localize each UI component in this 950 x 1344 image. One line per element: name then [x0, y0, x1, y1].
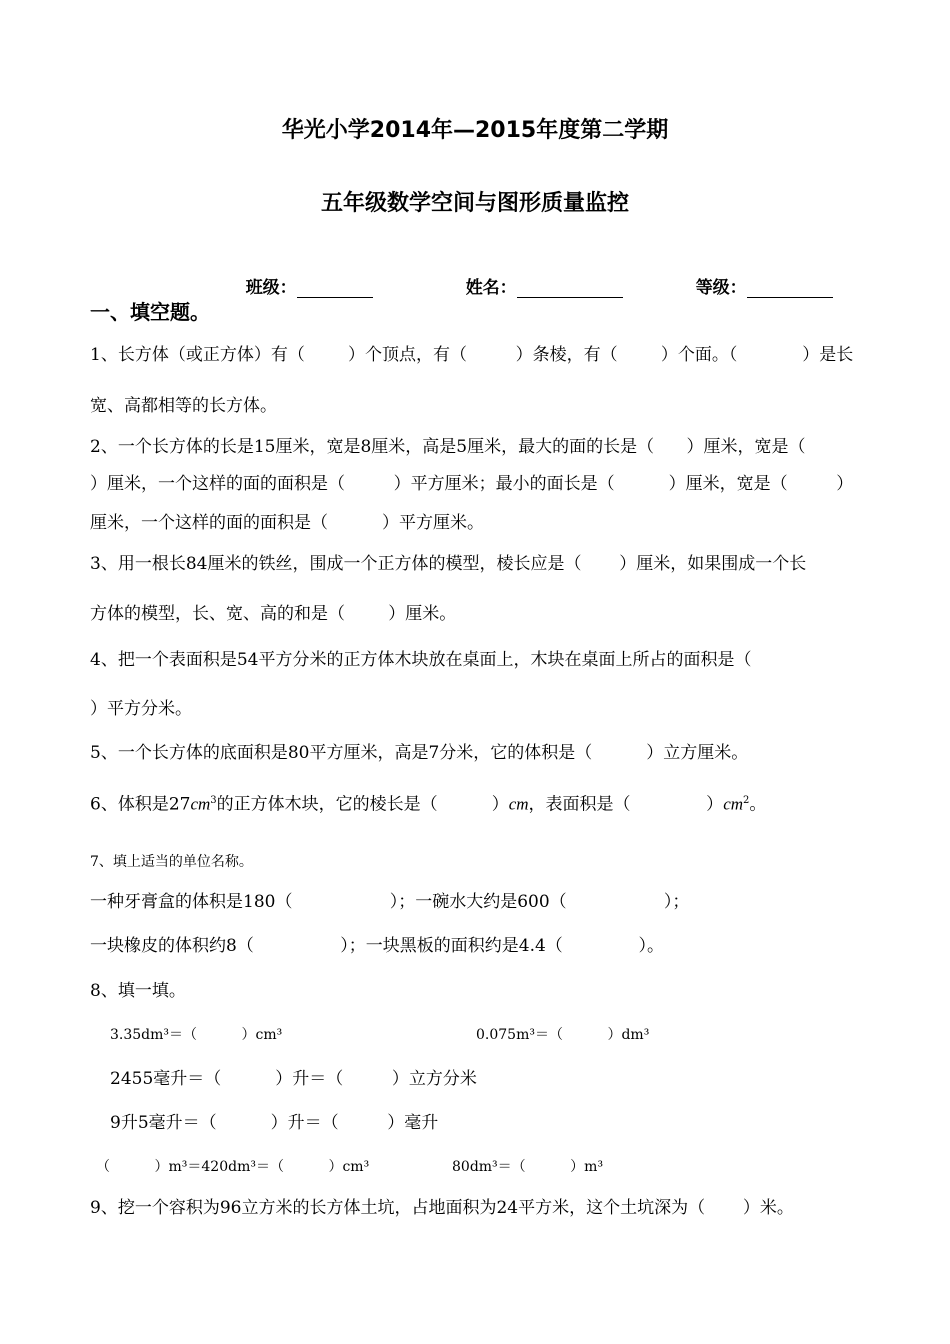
q4-line1: 4、把一个表面积是54平方分米的正方体木块放在桌面上，木块在桌面上所占的面积是（: [90, 650, 752, 670]
q6-unit1-exp: 3: [210, 795, 217, 806]
class-blank[interactable]: [297, 280, 373, 298]
q6-line: [90, 790, 766, 816]
name-blank[interactable]: [517, 280, 623, 298]
q7-line2: 一块橡皮的体积约8（ ）；一块黑板的面积约是4.4（ ）。: [90, 936, 664, 956]
q8-row2: 2455毫升＝（ ）升＝（ ）立方分米: [110, 1069, 477, 1089]
q8-row3: 9升5毫升＝（ ）升＝（ ）毫升: [110, 1113, 439, 1133]
q4-line2: ）平方分米。: [90, 699, 192, 719]
q6-unit1: cm: [190, 794, 211, 814]
q1-line2: 宽、高都相等的长方体。: [90, 396, 277, 416]
q7-heading: 7、填上适当的单位名称。: [90, 854, 253, 870]
q6-unit3-exp: 2: [743, 795, 750, 806]
q9-line1: 9、挖一个容积为96立方米的长方体土坑，占地面积为24平方米，这个土坑深为（ ）米。: [90, 1198, 794, 1218]
q8-row1-left: 3.35dm³＝（ ）cm³: [110, 1027, 283, 1043]
q7-line1: 一种牙膏盒的体积是180（ ）；一碗水大约是600（ ）；: [90, 892, 690, 912]
exam-title: 华光小学2014年—2015年度第二学期: [281, 118, 669, 143]
q3-line2: 方体的模型，长、宽、高的和是（ ）厘米。: [90, 604, 457, 624]
q6-prefix: 6、体积是27: [90, 794, 191, 815]
grade-blank[interactable]: [747, 280, 833, 298]
q1-line1: 1、长方体（或正方体）有（ ）个顶点，有（ ）条棱，有（ ）个面。（ ）是长: [90, 345, 854, 365]
q8-row4-right: 80dm³＝（ ）m³: [452, 1159, 604, 1175]
q8-row4-left: （ ）m³＝420dm³＝（ ）cm³: [96, 1159, 370, 1175]
q5-line1: 5、一个长方体的底面积是80平方厘米，高是7分米，它的体积是（ ）立方厘米。: [90, 743, 749, 763]
name-label: 姓名：: [465, 278, 517, 298]
q6-unit2: cm: [508, 794, 529, 814]
q3-line1: 3、用一根长84厘米的铁丝，围成一个正方体的模型，棱长应是（ ）厘米，如果围成一个长: [90, 554, 807, 574]
q2-line3: 厘米，一个这样的面的面积是（ ）平方厘米。: [90, 513, 485, 533]
q6-middle2: ，表面积是（ ）: [528, 794, 724, 815]
q6-suffix: 。: [749, 794, 767, 815]
section-heading: 一、填空题。: [90, 300, 210, 324]
class-label: 班级：: [245, 278, 297, 298]
q8-row1-right: 0.075m³＝（ ）dm³: [476, 1027, 650, 1043]
q6-unit3: cm: [723, 794, 744, 814]
q2-line1: 2、一个长方体的长是15厘米，宽是8厘米，高是5厘米，最大的面的长是（ ）厘米，宽是（: [90, 437, 806, 457]
q8-heading: 8、填一填。: [90, 981, 186, 1001]
name-field: [442, 253, 623, 318]
exam-subtitle: 五年级数学空间与图形质量监控: [320, 191, 629, 216]
q6-middle: 的正方体木块，它的棱长是（ ）: [216, 794, 509, 815]
class-field: [222, 253, 373, 318]
grade-label: 等级：: [695, 278, 747, 298]
q2-line2: ）厘米，一个这样的面的面积是（ ）平方厘米；最小的面长是（ ）厘米，宽是（ ）: [90, 474, 854, 494]
grade-field: [672, 253, 833, 318]
